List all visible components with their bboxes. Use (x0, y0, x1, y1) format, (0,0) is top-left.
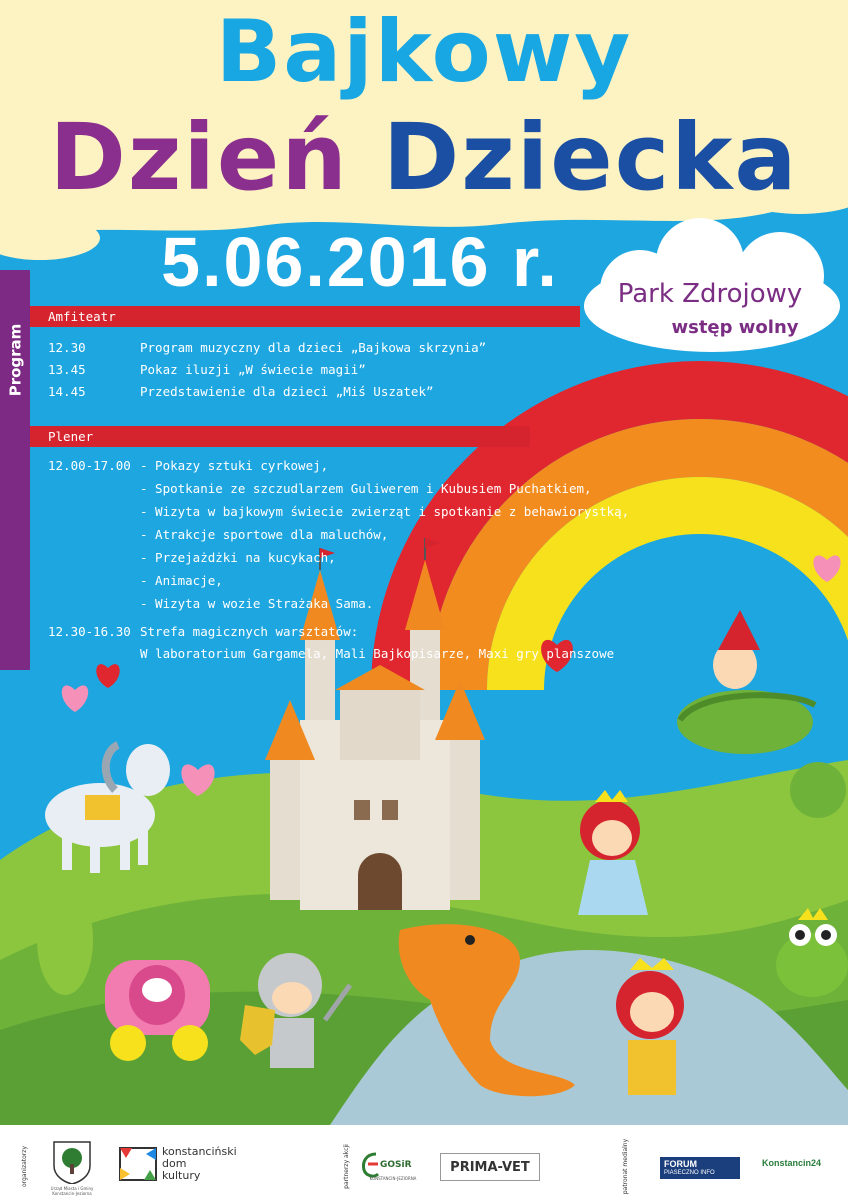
outdoor-time-2: 12.30-16.30 (48, 624, 131, 639)
konstancin24-logo: Konstancin24 (762, 1158, 822, 1168)
outdoor-item: - Wizyta w bajkowym świecie zwierząt i spotkanie z behawiorystką, (140, 504, 630, 519)
section-label-outdoor: Plener (48, 429, 94, 444)
outdoor-item: - Atrakcje sportowe dla maluchów, (140, 527, 389, 542)
event-date: 5.06.2016 r. (161, 223, 559, 301)
title-word-dziecka: Dziecka (382, 104, 799, 211)
outdoor-item: - Pokazy sztuki cyrkowej, (140, 458, 329, 473)
forum-logo (660, 1157, 740, 1179)
media-caption: patronat medialny (622, 1138, 630, 1194)
prima-vet-logo: PRIMA-VET (440, 1153, 540, 1181)
section-bar-outdoor (30, 426, 530, 447)
municipality-crest-icon (52, 1140, 92, 1184)
title-line-1: Bajkowy (215, 2, 633, 102)
partners-caption: partnerzy akcji (342, 1143, 350, 1189)
organizers-caption-wrap (18, 1140, 30, 1192)
amphitheater-event-1: Program muzyczny dla dzieci „Bajkowa skrzynia” (140, 340, 487, 355)
partners-caption-wrap (340, 1140, 352, 1192)
amphitheater-time-2: 13.45 (48, 362, 86, 377)
workshop-list: W laboratorium Gargamela, Mali Bajkopisarze, Maxi gry planszowe (140, 646, 615, 661)
gosir-label: GOSiR (380, 1160, 412, 1170)
amphitheater-event-2: Pokaz iluzji „W świecie magii” (140, 362, 366, 377)
workshop-title: Strefa magicznych warsztatów: (140, 624, 359, 639)
forum-line-1: FORUM (664, 1159, 697, 1169)
outdoor-item: - Wizyta w wozie Strażaka Sama. (140, 596, 374, 611)
section-label-amphitheater: Amfiteatr (48, 309, 116, 324)
program-tab-label: Program (6, 323, 24, 397)
outdoor-time-1: 12.00-17.00 (48, 458, 131, 473)
title-line-2 (0, 104, 848, 212)
kdk-logo-icon (118, 1146, 158, 1182)
media-caption-wrap (620, 1140, 632, 1192)
kdk-line-2: dom (162, 1157, 187, 1170)
outdoor-item: - Animacje, (140, 573, 223, 588)
amphitheater-time-1: 12.30 (48, 340, 86, 355)
forum-line-2: PIASECZNO INFO (664, 1170, 715, 1176)
kdk-line-1: konstanciński (162, 1145, 237, 1158)
amphitheater-time-3: 14.45 (48, 384, 86, 399)
municipality-caption: Urząd Miasta i Gminy Konstancin-Jeziorna (50, 1186, 94, 1196)
gosir-sub: KONSTANCIN-JEZIORNA (369, 1176, 417, 1181)
admission-label: wstęp wolny (671, 317, 799, 338)
title-word-dzien: Dzień (49, 104, 349, 211)
amphitheater-event-3: Przedstawienie dla dzieci „Miś Uszatek” (140, 384, 434, 399)
outdoor-item: - Przejażdżki na kucykach, (140, 550, 336, 565)
program-tab-label-wrap (0, 270, 30, 450)
kdk-name (162, 1146, 252, 1182)
kdk-line-3: kultury (162, 1169, 201, 1182)
organizers-caption: organizatorzy (20, 1145, 28, 1187)
outdoor-item: - Spotkanie ze szczudlarzem Guliwerem i Kubusiem Puchatkiem, (140, 481, 592, 496)
venue-name: Park Zdrojowy (617, 279, 803, 309)
